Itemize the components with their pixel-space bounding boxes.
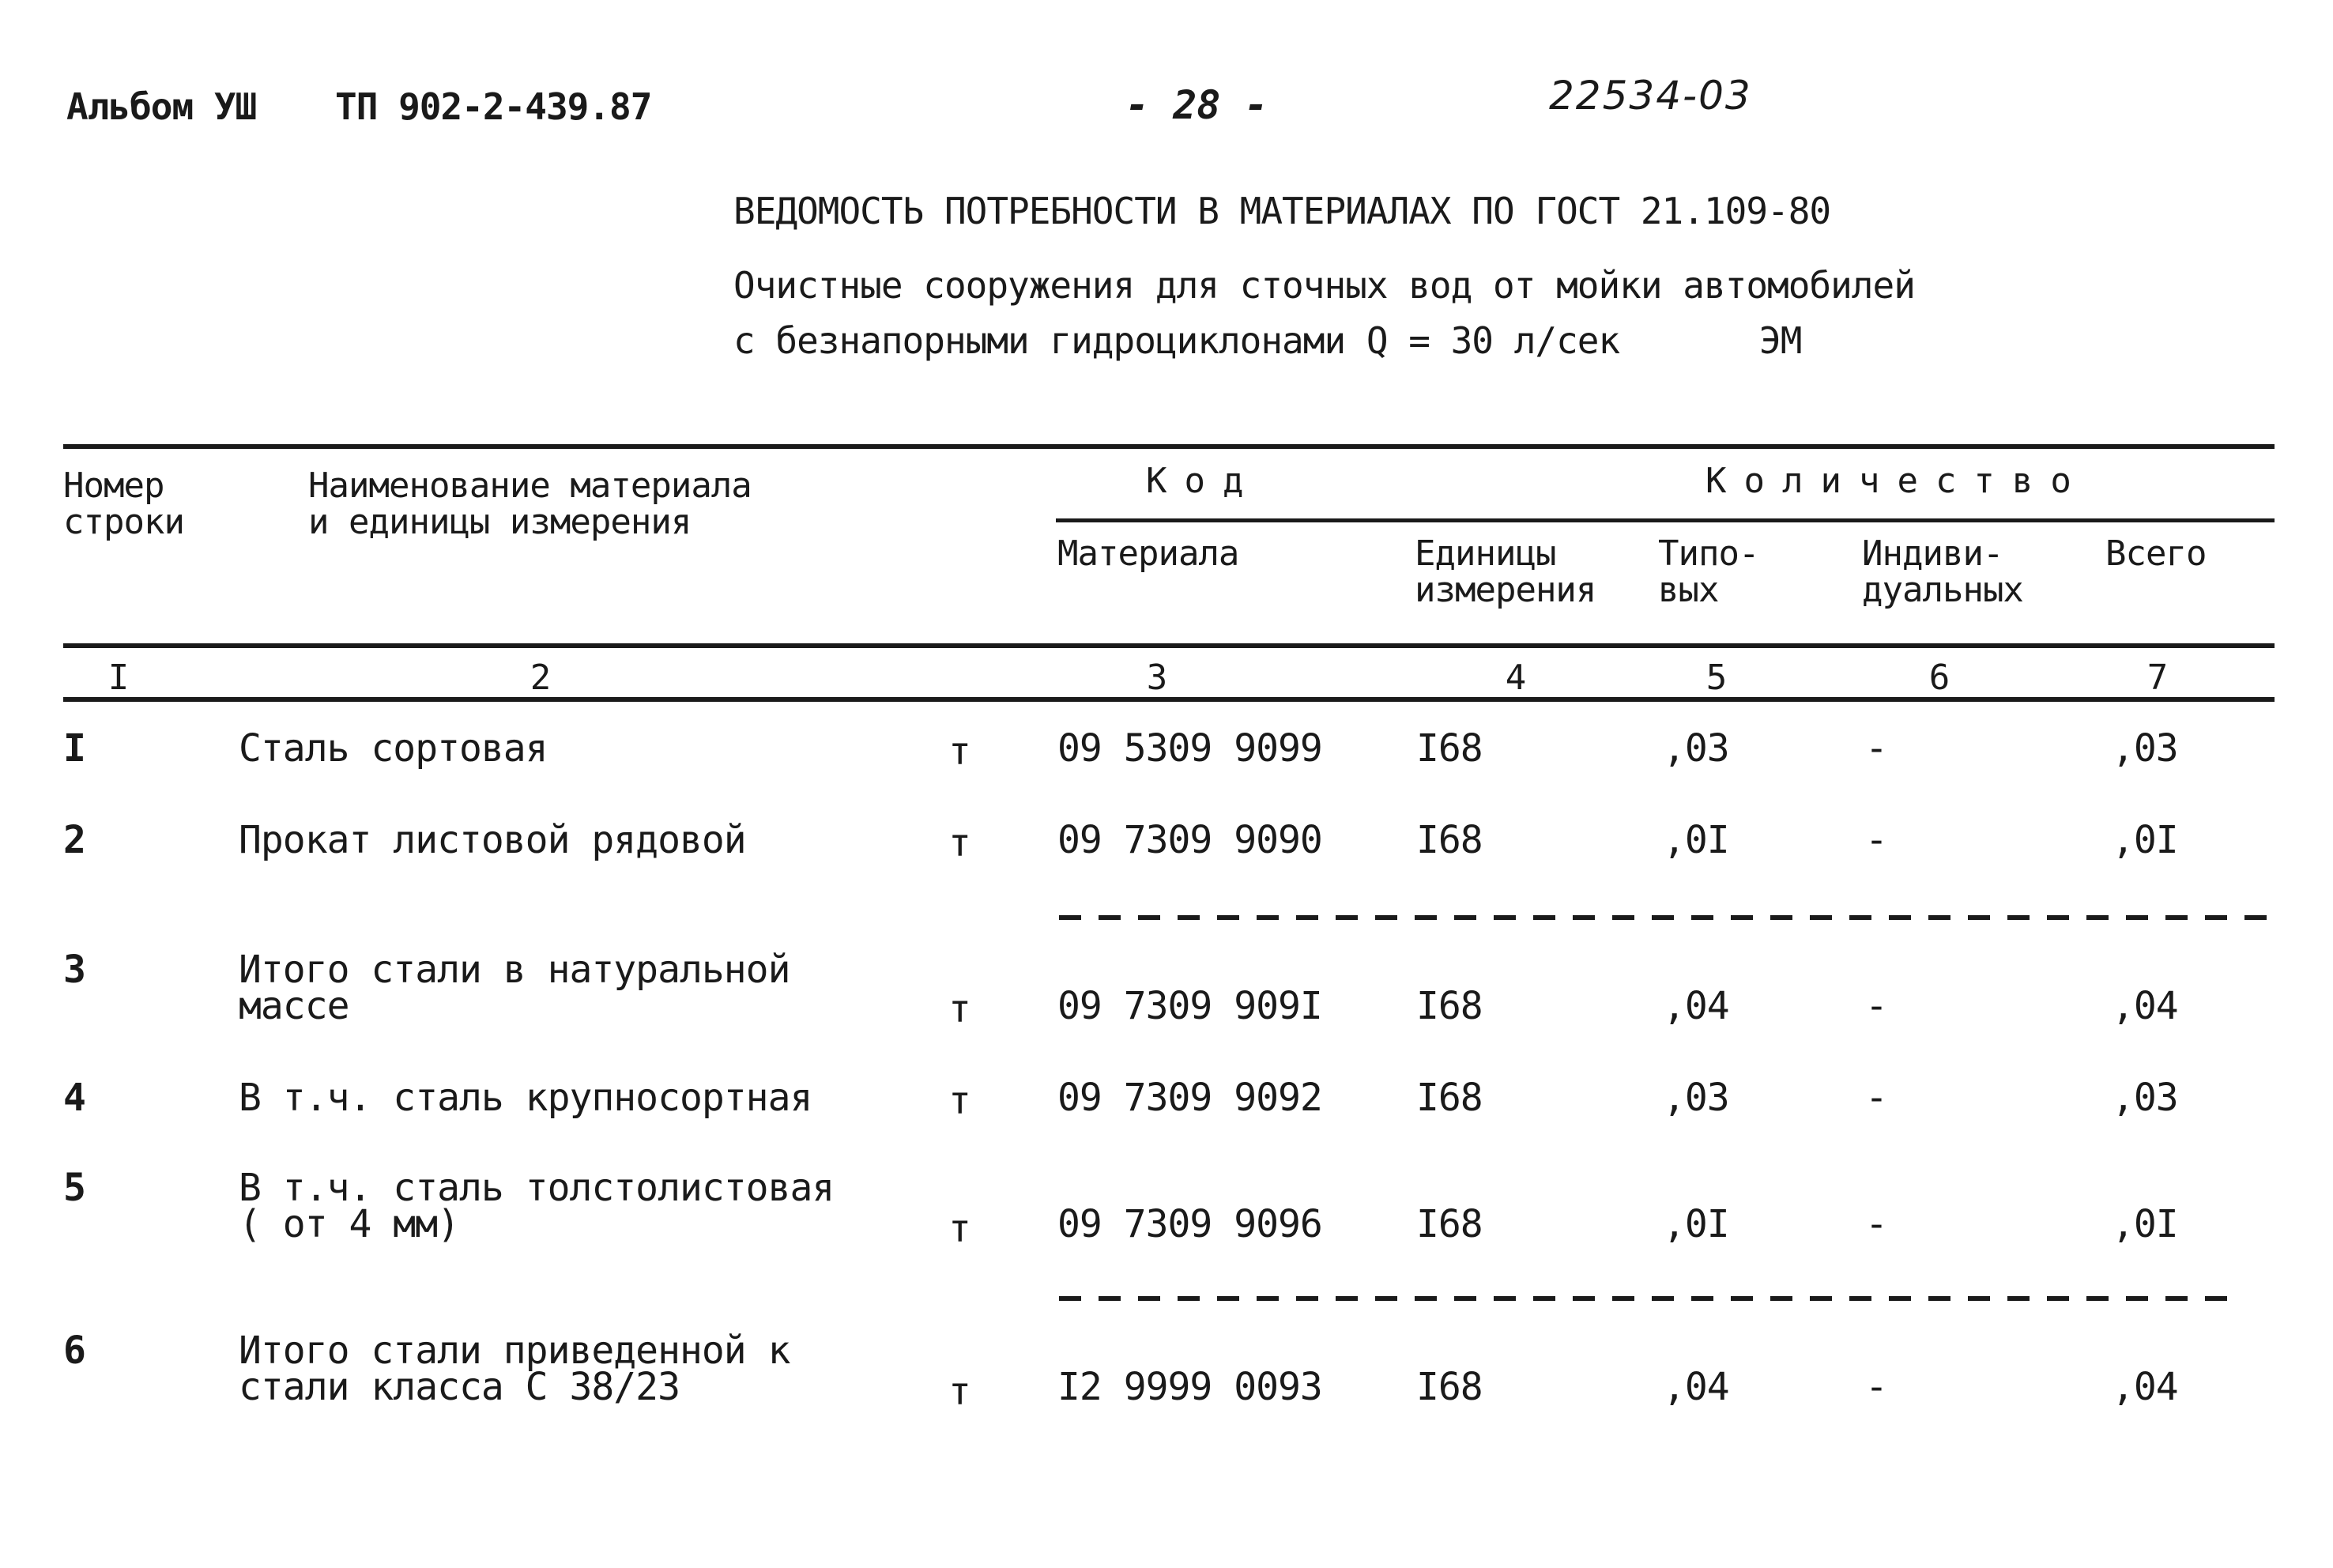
row-unit-code: I68 — [1416, 1076, 1483, 1120]
row-unit-code: I68 — [1416, 1365, 1483, 1409]
row-material-code: 09 7309 9096 — [1057, 1202, 1322, 1246]
row-total: ,0I — [2112, 1202, 2178, 1246]
table-row-number: 5 — [63, 1166, 85, 1210]
row-unit-code: I68 — [1416, 984, 1483, 1028]
table-row-number: I — [63, 726, 85, 771]
table-row-number: 3 — [63, 948, 85, 992]
row-material-name: Сталь сортовая — [239, 726, 548, 771]
table-row-number: 6 — [63, 1329, 85, 1373]
row-total: ,03 — [2112, 726, 2178, 771]
row-individual: - — [1865, 1365, 1887, 1409]
row-unit: т — [948, 987, 971, 1031]
document-title: ВЕДОМОСТЬ ПОТРЕБНОСТИ В МАТЕРИАЛАХ ПО ГОСТ 21.109-80 — [733, 190, 1831, 232]
column-number-3: 3 — [1146, 658, 1168, 698]
header-individual: Индиви- дуальных — [1862, 533, 2023, 610]
column-number-5: 5 — [1705, 658, 1728, 698]
page-number: - 28 - — [1125, 82, 1268, 128]
sheet-code: 22534-03 — [1549, 73, 1752, 119]
table-row-number: 2 — [63, 818, 85, 862]
header-typical: Типо- вых — [1658, 533, 1759, 610]
row-typical: ,03 — [1663, 1076, 1729, 1120]
row-material-code: 09 7309 9092 — [1057, 1076, 1322, 1120]
header-material-name: Наименование материала и единицы измерения — [308, 466, 752, 542]
table-row-number: 4 — [63, 1076, 85, 1120]
total-dashed-separator — [1059, 1296, 2244, 1301]
row-material-code: 09 7309 9090 — [1057, 818, 1322, 862]
column-number-6: 6 — [1928, 658, 1950, 698]
row-material-name: Итого стали приведенной к стали класса С 38/23 — [239, 1329, 790, 1409]
row-material-code: 09 7309 909I — [1057, 984, 1322, 1028]
row-total: ,04 — [2112, 1365, 2178, 1409]
row-material-code: 09 5309 9099 — [1057, 726, 1322, 771]
subtitle-line-1: Очистные сооружения для сточных вод от мойки автомобилей — [733, 264, 1915, 307]
row-typical: ,03 — [1663, 726, 1729, 771]
row-individual: - — [1865, 726, 1887, 771]
row-material-name: Прокат листовой рядовой — [239, 818, 746, 862]
row-unit: т — [948, 1370, 971, 1414]
row-total: ,04 — [2112, 984, 2178, 1028]
row-unit: т — [948, 1207, 971, 1251]
subtitle-mark: ЭМ — [1759, 319, 1802, 362]
column-number-7: 7 — [2146, 658, 2169, 698]
row-individual: - — [1865, 984, 1887, 1028]
row-total: ,0I — [2112, 818, 2178, 862]
row-material-name: Итого стали в натуральной массе — [239, 948, 790, 1028]
row-typical: ,0I — [1663, 1202, 1729, 1246]
row-unit: т — [948, 821, 971, 865]
header-total: Всего — [2105, 533, 2207, 574]
row-unit-code: I68 — [1416, 1202, 1483, 1246]
row-material-name: В т.ч. сталь крупносортная — [239, 1076, 812, 1120]
row-individual: - — [1865, 1076, 1887, 1120]
header-unit-code: Единицы измерения — [1415, 533, 1596, 610]
row-unit: т — [948, 729, 971, 774]
column-number-2: 2 — [530, 658, 552, 698]
header-bottom-rule — [63, 643, 2275, 648]
row-unit: т — [948, 1079, 971, 1123]
header-row-number: Номер строки — [63, 466, 184, 542]
table-top-rule — [63, 444, 2275, 449]
column-number-1: I — [107, 658, 130, 698]
code-quantity-rule — [1056, 518, 2275, 522]
header-material-code: Материала — [1057, 533, 1239, 574]
row-material-name: В т.ч. сталь толстолистовая ( от 4 мм) — [239, 1166, 835, 1246]
row-individual: - — [1865, 818, 1887, 862]
row-individual: - — [1865, 1202, 1887, 1246]
row-typical: ,04 — [1663, 984, 1729, 1028]
header-quantity: Количество — [1705, 461, 2089, 501]
subtotal-dashed-separator — [1059, 915, 2276, 920]
row-typical: ,0I — [1663, 818, 1729, 862]
row-total: ,03 — [2112, 1076, 2178, 1120]
subtitle-line-2: с безнапорными гидроциклонами Q = 30 л/сек — [733, 319, 1620, 362]
header-code: Код — [1146, 461, 1261, 501]
album-label: Альбом УШ — [66, 85, 257, 128]
column-number-4: 4 — [1505, 658, 1527, 698]
row-typical: ,04 — [1663, 1365, 1729, 1409]
row-material-code: I2 9999 0093 — [1057, 1365, 1322, 1409]
project-code: ТП 902-2-439.87 — [335, 85, 652, 128]
row-unit-code: I68 — [1416, 726, 1483, 771]
row-unit-code: I68 — [1416, 818, 1483, 862]
